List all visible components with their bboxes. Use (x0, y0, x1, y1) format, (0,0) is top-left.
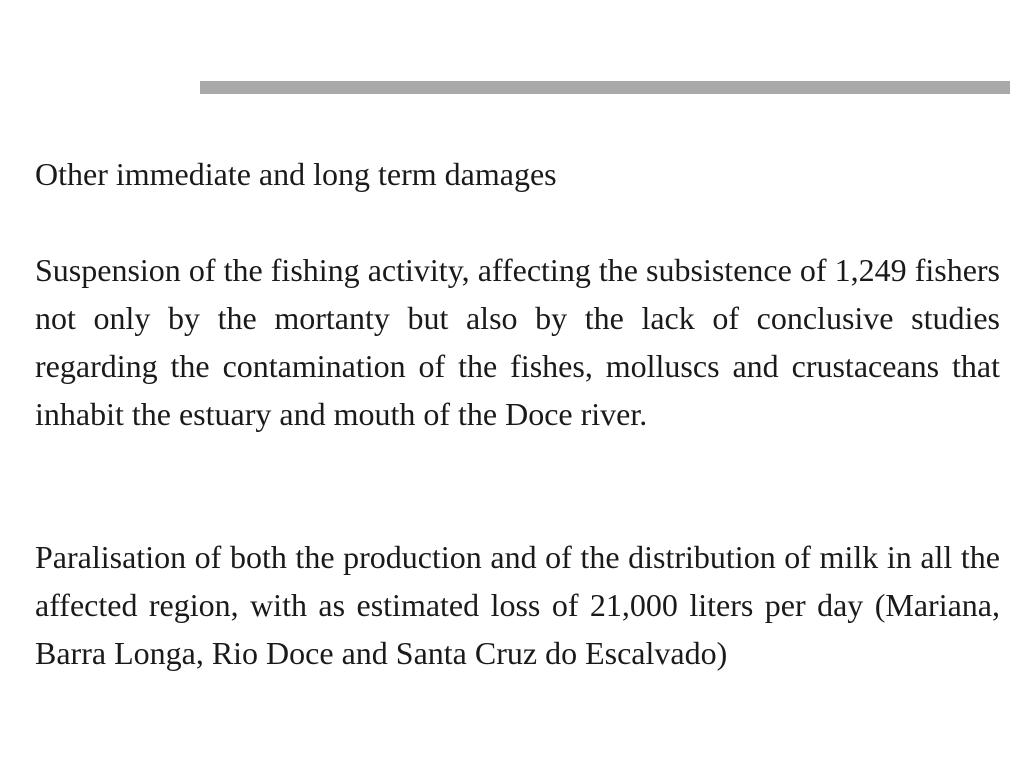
slide-heading: Other immediate and long term damages (35, 156, 557, 192)
paragraph-milk: Paralisation of both the production and of the distribution of milk in all the affected region, with as estimated loss of 21,000 liters per day (Mariana, Barra Longa, Rio Doce and Santa Cruz do Escalvado) (35, 539, 1000, 671)
top-divider-bar (200, 81, 1010, 94)
paragraph-fishing: Suspension of the fishing activity, affecting the subsistence of 1,249 fishers not only by the mortanty but also by the lack of conclusive studies regarding the contamination of the fishes, molluscs and crustaceans that inhabit the estuary and mouth of the Doce river. (35, 252, 1000, 432)
